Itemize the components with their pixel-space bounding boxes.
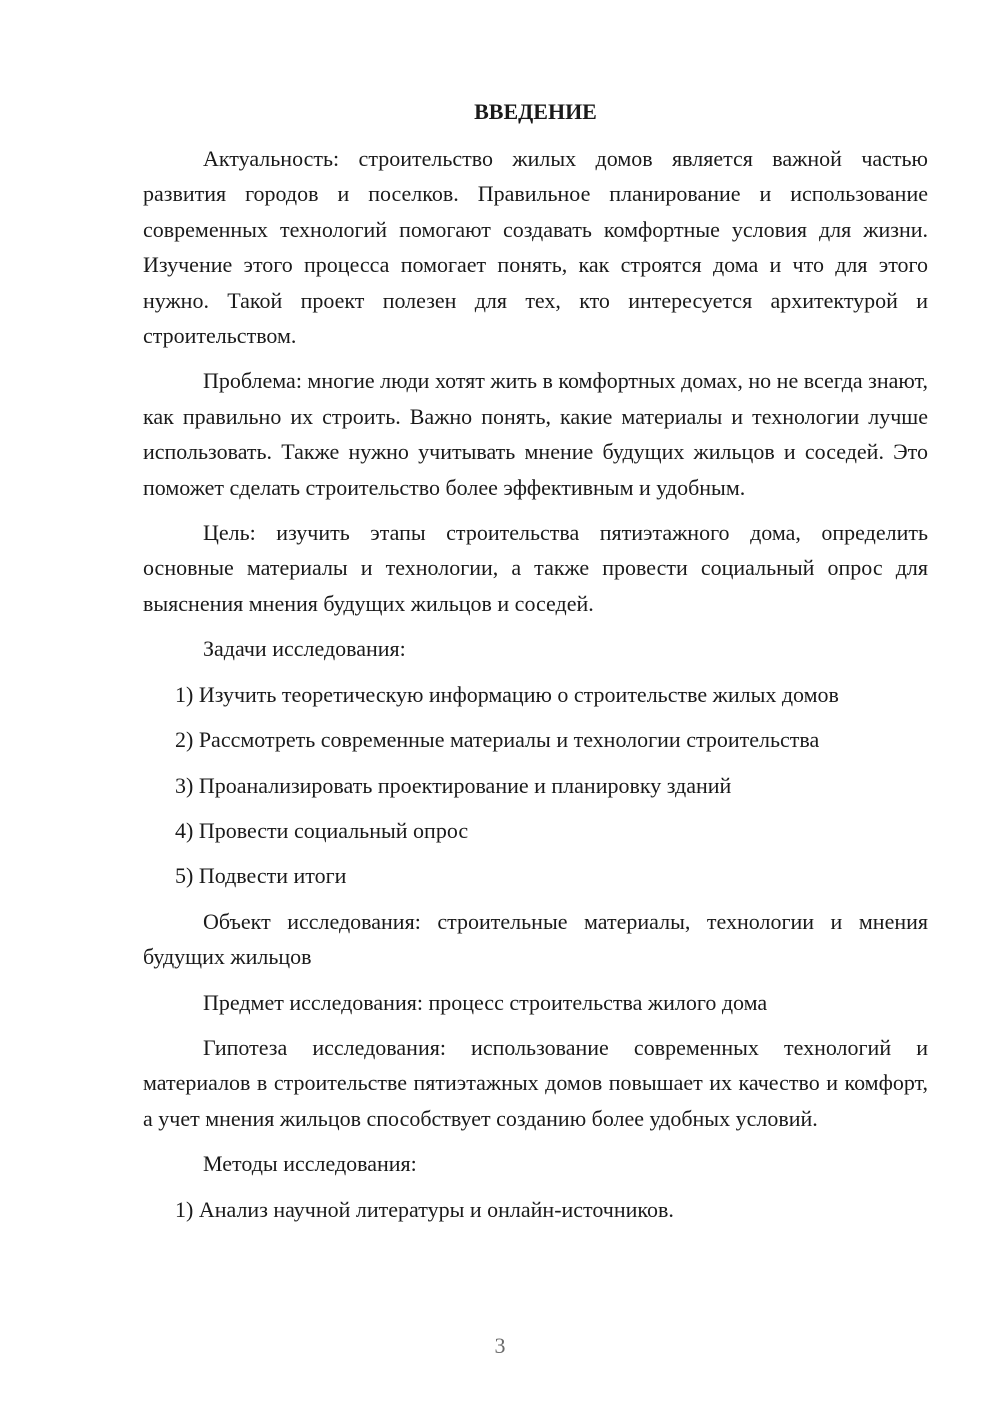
task-item: 2) Рассмотреть современные материалы и технологии строительства: [175, 727, 820, 753]
methods-heading: Методы исследования:: [203, 1151, 417, 1177]
task-item: 1) Изучить теоретическую информацию о строительстве жилых домов: [175, 681, 839, 707]
hypothesis-paragraph: Гипотеза исследования: использование современных технологий и материалов в строительстве пятиэтажных домов повышает их качество и комфорт, а учет мнения жильцов способствует созданию более удобных условий.: [143, 1034, 928, 1131]
relevance-paragraph: Актуальность: строительство жилых домов является важной частью развития городов и поселков. Правильное планирование и использование современных технологий помогают создавать комфортные условия для жизни. Изучение этого процесса помогает понять, как строятся дома и что для этого нужно. Такой проект полезен для тех, кто интересуется архитектурой и строительством.: [143, 146, 928, 349]
tasks-list: [143, 677, 928, 894]
tasks-heading: Задачи исследования:: [203, 636, 406, 662]
task-item: 4) Провести социальный опрос: [175, 817, 469, 843]
task-item: 5) Подвести итоги: [175, 863, 347, 889]
definitions-section: [143, 904, 928, 1182]
method-item: 1) Анализ научной литературы и онлайн-источников.: [175, 1196, 674, 1222]
page-content: [143, 94, 928, 1227]
problem-paragraph: Проблема: многие люди хотят жить в комфортных домах, но не всегда знают, как правильно их строить. Важно понять, какие материалы и технологии лучше использовать. Также нужно учитывать мнение будущих жильцов и соседей. Это поможет сделать строительство более эффективным и удобным.: [143, 368, 928, 500]
task-item: 3) Проанализировать проектирование и планировку зданий: [175, 772, 732, 798]
tasks-section: [143, 631, 928, 893]
page-number: 3: [494, 1333, 506, 1358]
page-title: ВВЕДЕНИЕ: [474, 99, 597, 124]
object-paragraph: Объект исследования: строительные материалы, технологии и мнения будущих жильцов: [143, 908, 928, 970]
goal-paragraph: Цель: изучить этапы строительства пятиэтажного дома, определить основные материалы и технологии, а также провести социальный опрос для выяснения мнения будущих жильцов и соседей.: [143, 520, 928, 616]
subject-paragraph: Предмет исследования: процесс строительства жилого дома: [203, 989, 768, 1015]
methods-list: [143, 1192, 928, 1227]
